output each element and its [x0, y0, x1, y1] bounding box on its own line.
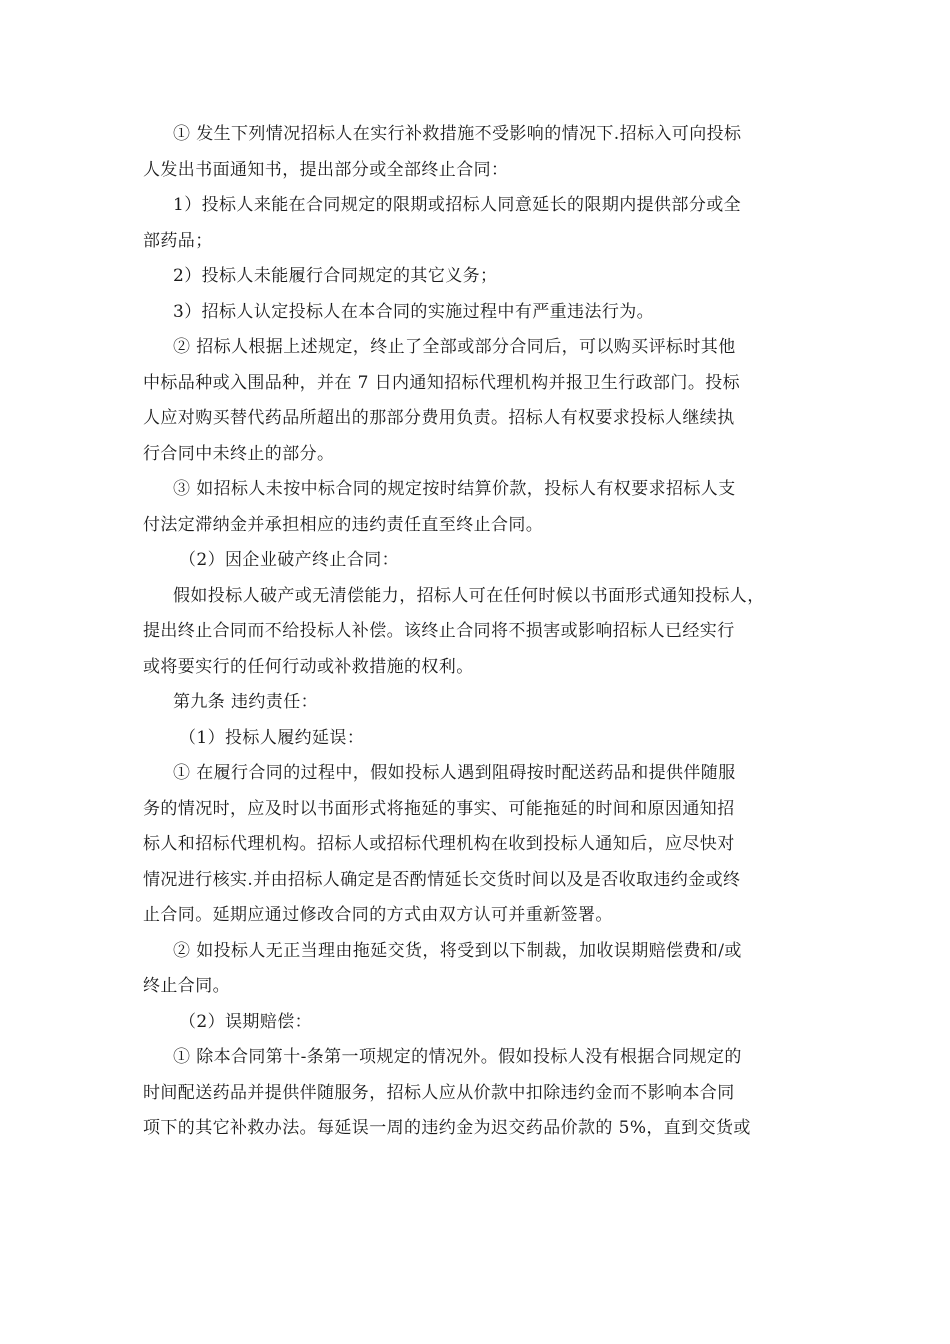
text-line: 提出终止合同而不给投标人补偿。该终止合同将不损害或影响招标人已经实行	[143, 621, 735, 641]
text-line: 务的情况时，应及时以书面形式将拖延的事实、可能拖延的时间和原因通知招	[143, 798, 735, 819]
text-line: 标人和招标代理机构。招标人或招标代理机构在收到投标人通知后，应尽快对	[143, 834, 735, 854]
text-line: 项下的其它补救办法。每延误一周的违约金为迟交药品价款的 5%，直到交货或	[143, 1118, 751, 1138]
text-line: ② 如投标人无正当理由拖延交货，将受到以下制裁，加收误期赔偿费和/或	[173, 940, 742, 961]
text-line: 3）招标人认定投标人在本合同的实施过程中有严重违法行为。	[173, 301, 655, 322]
text-line: ① 除本合同第十-条第一项规定的情况外。假如投标人没有根据合同规定的	[173, 1047, 742, 1067]
text-line: ③ 如招标人未按中标合同的规定按时结算价款，投标人有权要求招标人支	[173, 479, 736, 499]
text-line: 或将要实行的任何行动或补救措施的权利。	[143, 656, 474, 677]
article-heading: 第九条 违约责任：	[173, 692, 319, 712]
text-line: 终止合同。	[143, 976, 230, 996]
text-line: 1）投标人来能在合同规定的限期或招标人同意延长的限期内提供部分或全	[173, 195, 742, 215]
text-line: 止合同。延期应通过修改合同的方式由双方认可并重新签署。	[143, 905, 613, 925]
text-line: 时间配送药品并提供伴随服务，招标人应从价款中扣除违约金而不影响本合同	[143, 1082, 735, 1103]
text-line: 行合同中未终止的部分。	[143, 443, 335, 464]
text-line: 情况进行核实.并由招标人确定是否酌情延长交货时间以及是否收取违约金或终	[143, 869, 741, 890]
text-line: 部药品；	[143, 230, 213, 251]
text-line: 2）投标人未能履行合同规定的其它义务；	[173, 266, 498, 286]
section-heading: （2）误期赔偿：	[179, 1011, 313, 1032]
text-line: 人发出书面通知书，提出部分或全部终止合同：	[143, 159, 509, 180]
text-line: ① 发生下列情况招标人在实行补救措施不受影响的情况下.招标入可向投标	[173, 124, 742, 144]
text-line: 中标品种或入围品种，并在 7 日内通知招标代理机构并报卫生行政部门。投标	[143, 372, 741, 393]
text-line: 假如投标人破产或无清偿能力，招标人可在任何时候以书面形式通知投标人，	[173, 585, 765, 606]
text-line: ① 在履行合同的过程中，假如投标人遇到阻碍按时配送药品和提供伴随服	[173, 763, 736, 783]
text-line: ② 招标人根据上述规定，终止了全部或部分合同后，可以购买评标时其他	[173, 337, 736, 357]
section-heading: （2）因企业破产终止合同：	[179, 550, 400, 570]
section-heading: （1）投标人履约延误：	[179, 727, 365, 748]
text-line: 人应对购买替代药品所超出的那部分费用负责。招标人有权要求投标人继续执	[143, 408, 735, 428]
text-line: 付法定滞纳金并承担相应的违约责任直至终止合同。	[143, 514, 544, 535]
